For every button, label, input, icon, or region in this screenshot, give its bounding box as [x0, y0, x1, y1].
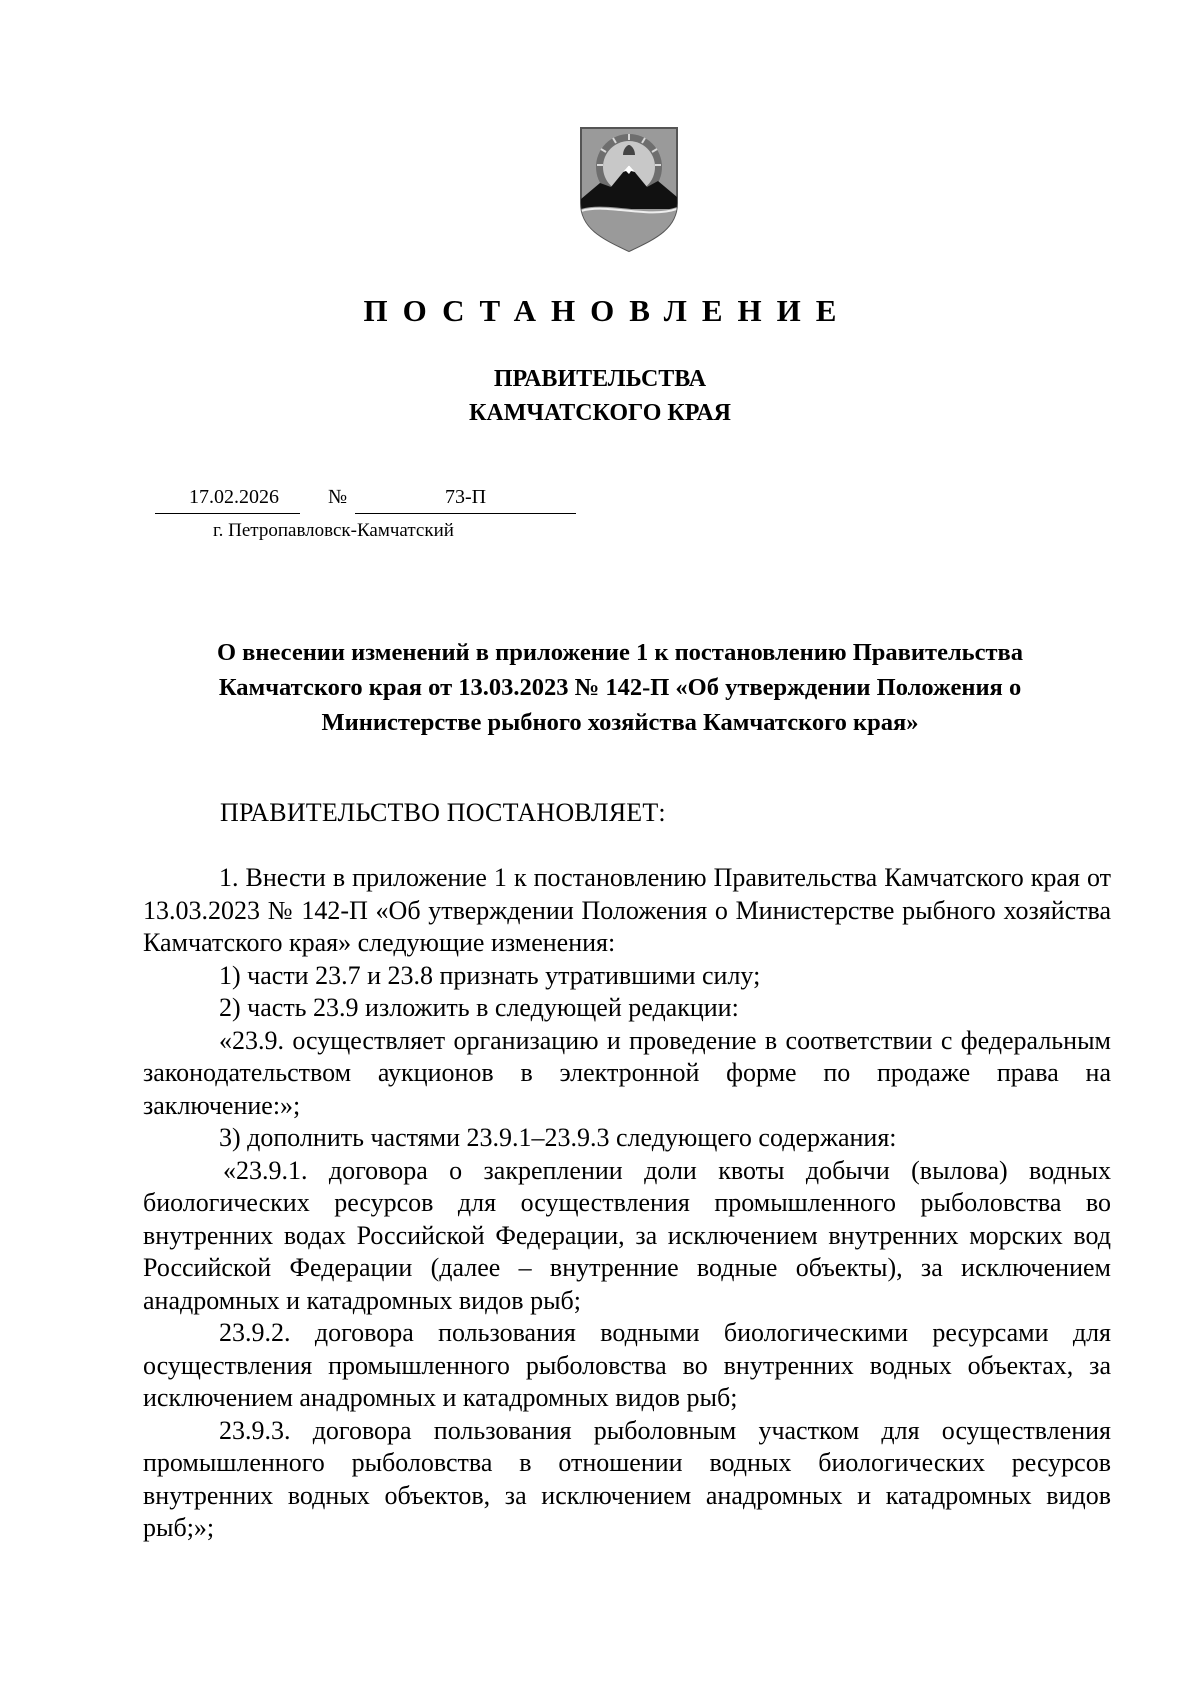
heading-line-2: Камчатского края от 13.03.2023 № 142-П «Об утверждении Положения о: [218, 674, 1022, 701]
paragraph-23-9-3: 23.9.3. договора пользования рыболовным участком для осуществления промышленного рыболовства в отношении водных биологических ресурсов внутренних водных объектов, за исключением анадромных и катадромных видов рыб;»;: [143, 1415, 1111, 1542]
document-heading: [140, 635, 1100, 740]
heading-line-3: Министерстве рыбного хозяйства Камчатского края»: [321, 709, 919, 736]
paragraph-1: 1. Внести в приложение 1 к постановлению Правительства Камчатского края от 13.03.2023 № 142-П «Об утверждении Положения о Министерстве рыбного хозяйства Камчатского края» следующие изменения:: [143, 863, 1111, 957]
heading-line-1: О внесении изменений в приложение 1 к постановлению Правительства: [216, 639, 1024, 666]
issuer-line-1: ПРАВИТЕЛЬСТВА: [493, 366, 707, 392]
date-underline: [155, 513, 300, 514]
paragraph-item-3: 3) дополнить частями 23.9.1–23.9.3 следующего содержания:: [219, 1123, 897, 1152]
paragraph-23-9: «23.9. осуществляет организацию и проведение в соответствии с федеральным законодательством аукционов в электронной форме по продаже права на заключение:»;: [143, 1025, 1111, 1120]
document-number: 73-П: [445, 486, 487, 508]
paragraph-item-1: 1) части 23.7 и 23.8 признать утратившими силу;: [219, 960, 761, 990]
number-sign: №: [328, 486, 348, 508]
kamchatka-coat-of-arms-icon: [578, 125, 680, 253]
paragraph-item-2: 2) часть 23.9 изложить в следующей редакции:: [219, 993, 739, 1022]
city-of-issue: г. Петропавловск-Камчатский: [213, 520, 454, 541]
document-date: 17.02.2026: [189, 486, 279, 508]
paragraph-23-9-2: 23.9.2. договора пользования водными биологическими ресурсами для осуществления промышленного рыболовства во внутренних водных объектах, за исключением анадромных и катадромных видов рыб;: [143, 1318, 1111, 1412]
number-underline: [355, 513, 576, 514]
issuer-line-2: КАМЧАТСКОГО КРАЯ: [468, 400, 732, 426]
document-body: [143, 862, 1111, 1545]
preamble: ПРАВИТЕЛЬСТВО ПОСТАНОВЛЯЕТ:: [220, 798, 666, 827]
paragraph-23-9-1: «23.9.1. договора о закреплении доли квоты добычи (вылова) водных биологических ресурсов для осуществления промышленного рыболовства во внутренних водах Российской Федерации, за исключением внутренних морских вод Российской Федерации (далее – внутренние водные объекты), за исключением анадромных и катадромных видов рыб;: [143, 1155, 1111, 1315]
registration-line: [155, 486, 576, 516]
document-type-title: ПОСТАНОВЛЕНИЕ: [363, 293, 852, 328]
